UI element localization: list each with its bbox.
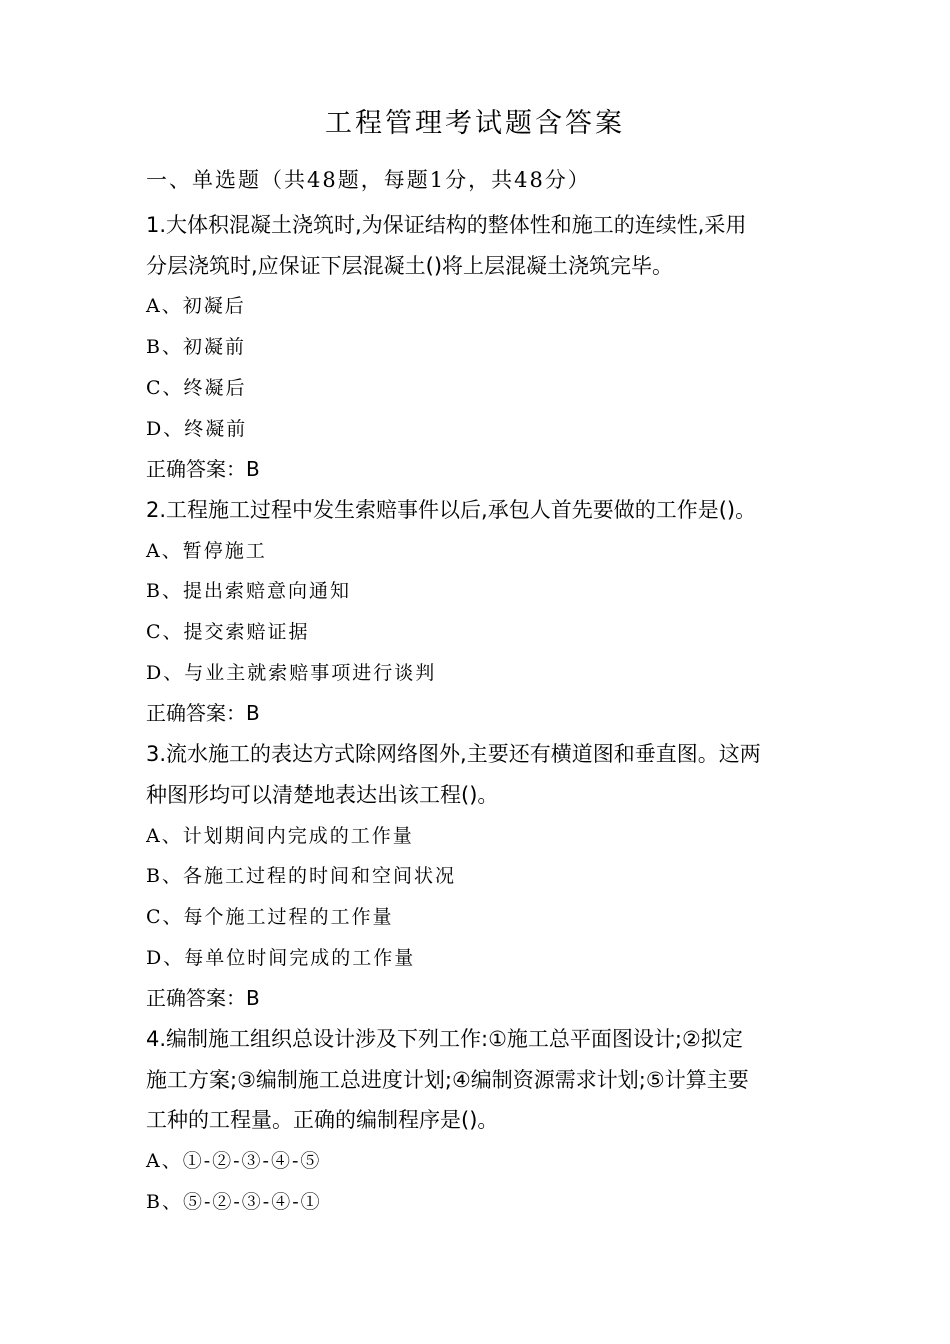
correct-answer: 正确答案：B — [146, 701, 260, 726]
option-d: D、每单位时间完成的工作量 — [146, 946, 416, 969]
option-b: B、⑤-②-③-④-① — [146, 1190, 322, 1213]
option-c: C、终凝后 — [146, 376, 247, 399]
option-d: D、终凝前 — [146, 417, 248, 440]
question-2 — [146, 490, 810, 734]
section-heading: 一、单选题（共48题，每题1分，共48分） — [146, 168, 591, 192]
option-c: C、每个施工过程的工作量 — [146, 905, 394, 928]
option-a: A、①-②-③-④-⑤ — [146, 1150, 322, 1173]
option-a: A、初凝后 — [146, 295, 246, 318]
question-text-line: 1.大体积混凝土浇筑时,为保证结构的整体性和施工的连续性,采用 — [146, 213, 747, 237]
document-title: 工程管理考试题含答案 — [325, 108, 625, 139]
question-1 — [146, 205, 810, 490]
option-b: B、各施工过程的时间和空间状况 — [146, 865, 456, 888]
question-text-line: 分层浇筑时,应保证下层混凝土()将上层混凝土浇筑完毕。 — [146, 253, 674, 278]
question-3 — [146, 734, 810, 1019]
question-text-line: 4.编制施工组织总设计涉及下列工作:①施工总平面图设计;②拟定 — [146, 1027, 743, 1052]
option-a: A、计划期间内完成的工作量 — [146, 824, 414, 847]
correct-answer: 正确答案：B — [146, 457, 260, 482]
option-d: D、与业主就索赔事项进行谈判 — [146, 661, 437, 684]
question-text-line: 施工方案;③编制施工总进度计划;④编制资源需求计划;⑤计算主要 — [146, 1067, 749, 1092]
option-b: B、初凝前 — [146, 336, 246, 359]
question-text-line: 工种的工程量。正确的编制程序是()。 — [146, 1108, 499, 1133]
question-list — [146, 205, 810, 1223]
option-b: B、提出索赔意向通知 — [146, 580, 351, 603]
correct-answer: 正确答案：B — [146, 986, 260, 1011]
question-text-line: 2.工程施工过程中发生索赔事件以后,承包人首先要做的工作是()。 — [146, 497, 757, 522]
question-text-line: 种图形均可以清楚地表达出该工程()。 — [146, 782, 499, 807]
question-4 — [146, 1019, 810, 1223]
option-c: C、提交索赔证据 — [146, 621, 310, 644]
question-text-line: 3.流水施工的表达方式除网络图外,主要还有横道图和垂直图。这两 — [146, 742, 761, 767]
option-a: A、暂停施工 — [146, 539, 267, 562]
